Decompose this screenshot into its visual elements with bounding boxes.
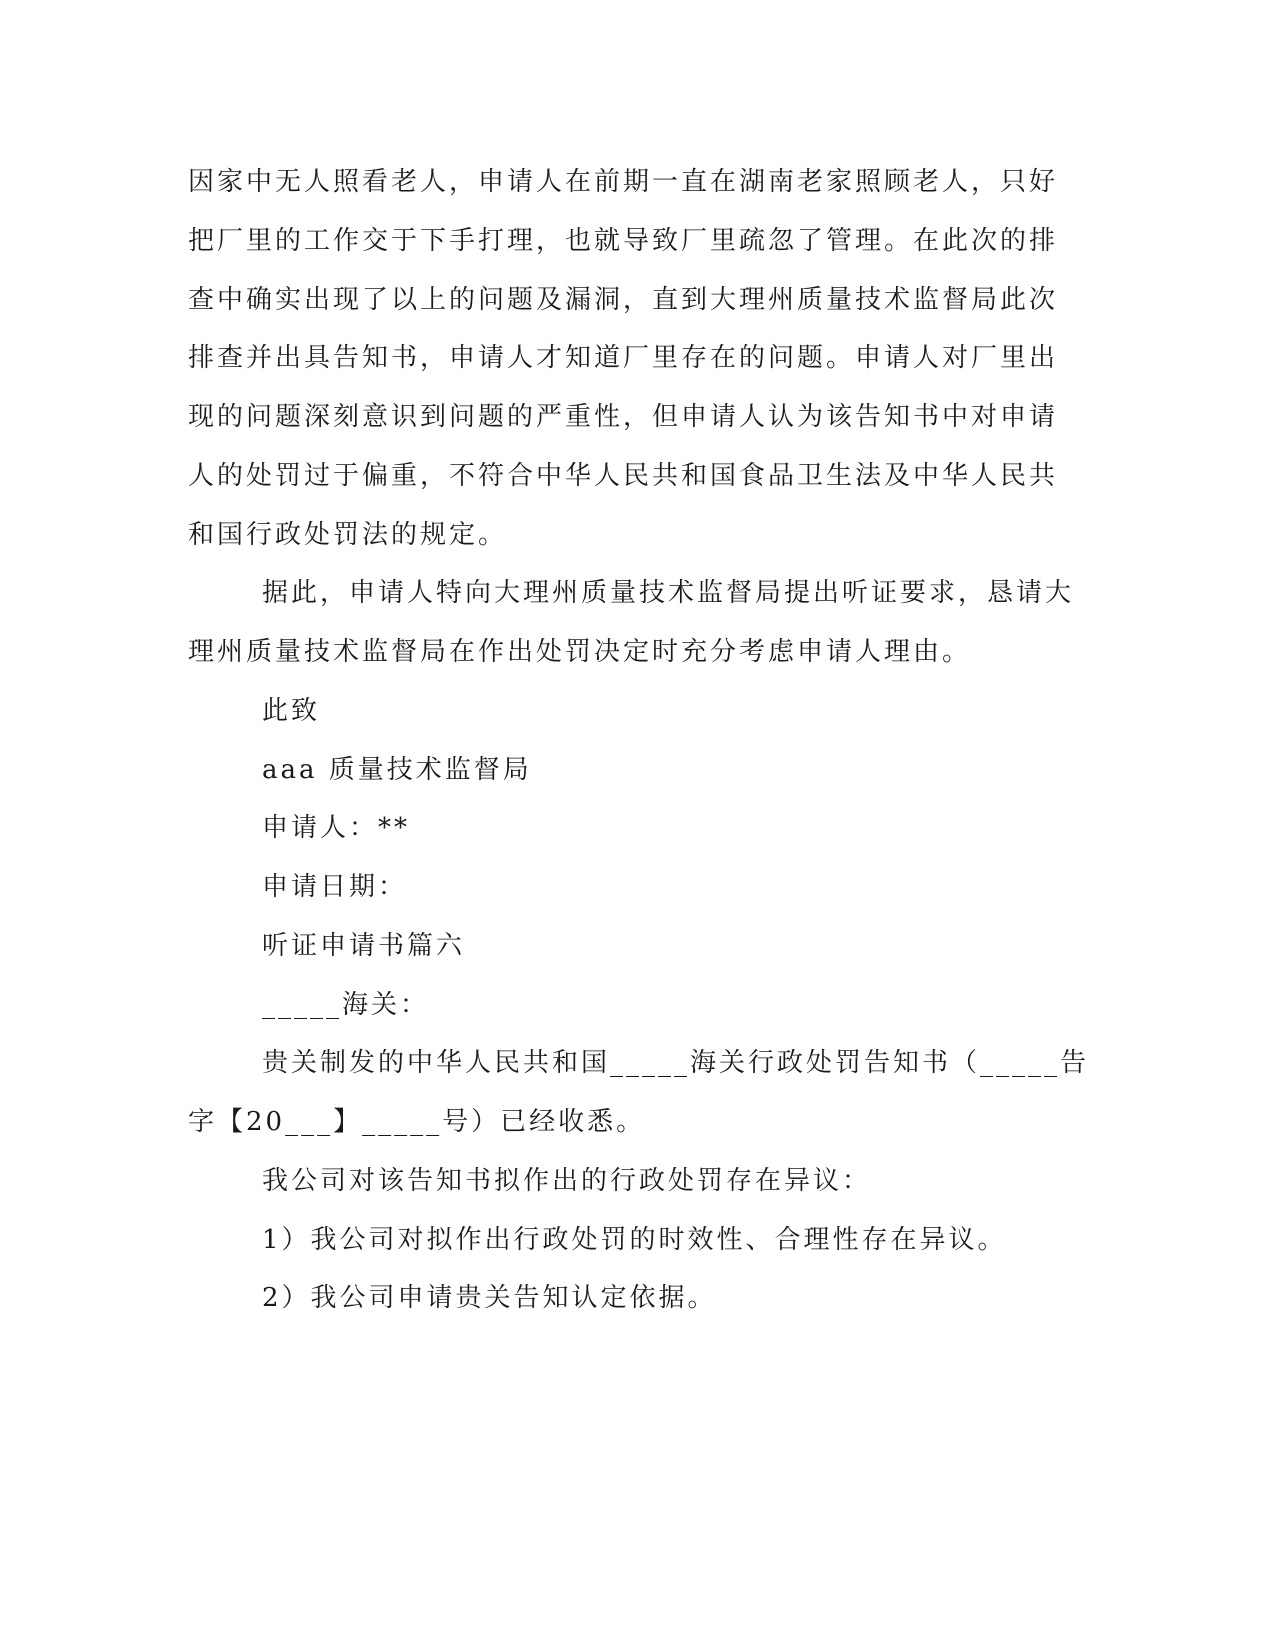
paragraph-line: 把厂里的工作交于下手打理，也就导致厂里疏忽了管理。在此次的排 xyxy=(188,226,1059,256)
paragraph-line: 理州质量技术监督局在作出处罚决定时充分考虑申请人理由。 xyxy=(188,637,972,667)
objection-item: 1）我公司对拟作出行政处罚的时效性、合理性存在异议。 xyxy=(262,1225,1007,1255)
notice-line: 字【20___】_____号）已经收悉。 xyxy=(188,1107,646,1137)
paragraph-line: 和国行政处罚法的规定。 xyxy=(188,520,508,550)
paragraph-line: 据此，申请人特向大理州质量技术监督局提出听证要求，恳请大 xyxy=(262,578,1075,608)
applicant-line: 申请人：** xyxy=(262,813,411,843)
customs-address: _____海关： xyxy=(262,990,430,1020)
salutation: 此致 xyxy=(262,696,321,726)
paragraph-line: 现的问题深刻意识到问题的严重性，但申请人认为该告知书中对申请 xyxy=(188,402,1059,432)
recipient: aaa 质量技术监督局 xyxy=(262,755,532,785)
apply-date-line: 申请日期： xyxy=(262,872,408,902)
objection-item: 2）我公司申请贵关告知认定依据。 xyxy=(262,1283,717,1313)
paragraph-line: 查中确实出现了以上的问题及漏洞，直到大理州质量技术监督局此次 xyxy=(188,285,1059,315)
paragraph-line: 排查并出具告知书，申请人才知道厂里存在的问题。申请人对厂里出 xyxy=(188,343,1059,373)
notice-line: 贵关制发的中华人民共和国_____海关行政处罚告知书（_____告 xyxy=(262,1048,1090,1078)
paragraph-line: 人的处罚过于偏重，不符合中华人民共和国食品卫生法及中华人民共 xyxy=(188,461,1059,491)
paragraph-line: 因家中无人照看老人，申请人在前期一直在湖南老家照顾老人，只好 xyxy=(188,167,1059,197)
objection-intro: 我公司对该告知书拟作出的行政处罚存在异议： xyxy=(262,1166,872,1196)
section-title: 听证申请书篇六 xyxy=(262,931,466,961)
